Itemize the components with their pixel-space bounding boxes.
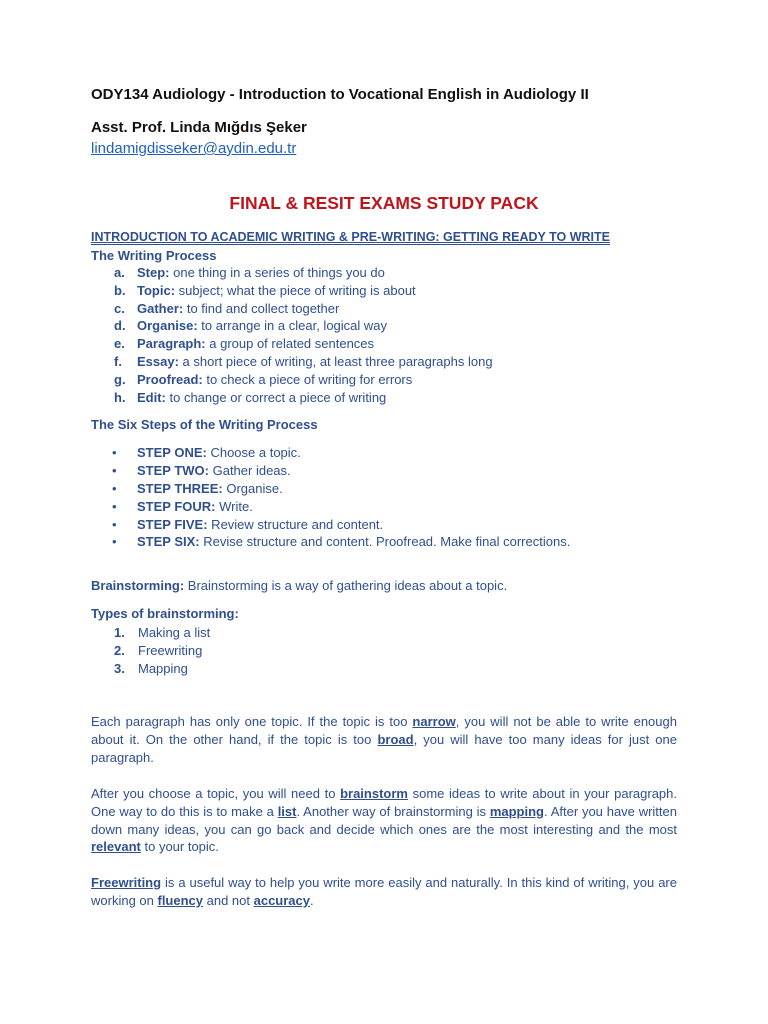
keyword: mapping — [489, 803, 544, 819]
list-marker: e. — [114, 336, 125, 352]
list-text: Making a list — [138, 625, 211, 640]
list-marker: f. — [114, 353, 122, 369]
definition-item — [114, 264, 493, 282]
author-name: Asst. Prof. Linda Mığdıs Şeker — [91, 119, 307, 136]
list-marker: a. — [114, 265, 125, 280]
keyword: brainstorm — [340, 786, 408, 801]
step-text: Gather ideas. — [208, 462, 291, 478]
step-label: STEP TWO: — [137, 462, 209, 478]
paragraph-brainstorm — [91, 785, 677, 856]
text-run: . — [310, 892, 314, 908]
definition-item — [114, 335, 493, 353]
text-run: is a useful way to help you write more easily and naturally. In this kind of writing, you are working on — [91, 875, 677, 908]
list-marker: c. — [114, 300, 125, 316]
definition: a group of related sentences — [205, 336, 375, 352]
list-marker: 2. — [114, 643, 125, 658]
list-text: Mapping — [138, 661, 188, 676]
brainstorming-definition — [91, 578, 507, 593]
step-label: STEP THREE: — [137, 480, 223, 496]
keyword: fluency — [157, 892, 203, 908]
list-marker: g. — [114, 371, 126, 387]
definition-item — [114, 389, 493, 407]
paragraph-topic-scope — [91, 713, 677, 766]
text-run: Each paragraph has only one topic. If the topic is too — [91, 714, 413, 729]
six-steps-list — [112, 444, 570, 551]
step-item — [112, 498, 570, 516]
list-item — [114, 624, 210, 642]
writing-process-heading: The Writing Process — [91, 248, 217, 263]
definition-item — [114, 353, 493, 371]
email-link[interactable]: lindamigdisseker@aydin.edu.tr — [91, 140, 297, 157]
term: Topic: — [137, 282, 176, 298]
step-text: Revise structure and content. Proofread. Make final corrections. — [199, 534, 571, 550]
keyword: list — [277, 803, 297, 819]
text-run: , you will not be able to write enough about it. On the other hand, if the topic is too — [91, 714, 677, 747]
page-title: FINAL & RESIT EXAMS STUDY PACK — [229, 193, 539, 213]
definition-item — [114, 317, 493, 335]
bullet-icon: • — [112, 498, 117, 514]
course-title: ODY134 Audiology - Introduction to Vocational English in Audiology II — [91, 86, 589, 103]
definition-item — [114, 300, 493, 318]
step-text: Choose a topic. — [206, 445, 301, 460]
text-run: , you will have too many ideas for just one paragraph. — [91, 731, 677, 765]
definition: to check a piece of writing for errors — [202, 371, 413, 387]
step-text: Organise. — [222, 480, 283, 496]
text-run: some ideas to write about in your paragraph. One way to do this is to make a — [91, 786, 677, 819]
bullet-icon: • — [112, 480, 117, 496]
section-heading: INTRODUCTION TO ACADEMIC WRITING & PRE-WRITING: GETTING READY TO WRITE — [91, 230, 610, 244]
bullet-icon: • — [112, 462, 117, 478]
list-marker: 1. — [114, 625, 125, 640]
list-marker: h. — [114, 389, 126, 405]
keyword: accuracy — [253, 892, 310, 908]
step-label: STEP SIX: — [137, 534, 200, 550]
list-item — [114, 660, 210, 678]
keyword: narrow — [412, 714, 456, 729]
keyword: Freewriting — [91, 875, 162, 890]
step-text: Review structure and content. — [207, 516, 384, 532]
bullet-icon: • — [112, 534, 117, 550]
term: Step: — [137, 265, 170, 280]
bullet-icon: • — [112, 516, 117, 532]
list-item — [114, 642, 210, 660]
step-text: Write. — [215, 498, 253, 514]
types-heading: Types of brainstorming: — [91, 606, 239, 621]
brainstorming-text: Brainstorming is a way of gathering ideas about a topic. — [184, 578, 508, 593]
list-marker: 3. — [114, 661, 125, 676]
types-list — [114, 624, 210, 678]
term: Gather: — [137, 300, 184, 316]
writing-process-list — [114, 264, 493, 406]
text-run: . Another way of brainstorming is — [296, 803, 490, 819]
paragraph-freewriting — [91, 874, 677, 910]
six-steps-heading: The Six Steps of the Writing Process — [91, 417, 318, 432]
definition-item — [114, 282, 493, 300]
list-text: Freewriting — [138, 643, 203, 658]
step-item — [112, 533, 570, 551]
keyword: broad — [377, 731, 414, 747]
list-marker: d. — [114, 318, 126, 334]
term: Proofread: — [137, 371, 203, 387]
definition-item — [114, 371, 493, 389]
definition: subject; what the piece of writing is about — [175, 282, 416, 298]
term: Edit: — [137, 389, 166, 405]
keyword: relevant — [91, 839, 141, 855]
text-run: . After you have written down many ideas, you can go back and decide which ones are the most interesting and the most — [91, 803, 677, 837]
bullet-icon: • — [112, 445, 117, 460]
definition: to find and collect together — [183, 300, 340, 316]
definition: to change or correct a piece of writing — [165, 389, 387, 405]
definition: to arrange in a clear, logical way — [197, 318, 388, 334]
step-label: STEP FIVE: — [137, 516, 208, 532]
step-item — [112, 444, 570, 462]
term: Essay: — [137, 353, 179, 369]
text-run: After you choose a topic, you will need to — [91, 786, 341, 801]
step-item — [112, 480, 570, 498]
text-run: and not — [203, 892, 254, 908]
definition: a short piece of writing, at least three paragraphs long — [178, 353, 493, 369]
step-item — [112, 462, 570, 480]
step-item — [112, 516, 570, 534]
step-label: STEP ONE: — [137, 445, 207, 460]
term: Paragraph: — [137, 336, 206, 352]
step-label: STEP FOUR: — [137, 498, 216, 514]
term: Organise: — [137, 318, 198, 334]
list-marker: b. — [114, 282, 126, 298]
definition: one thing in a series of things you do — [169, 265, 385, 280]
text-run: to your topic. — [140, 839, 219, 855]
brainstorming-label: Brainstorming: — [91, 578, 185, 593]
